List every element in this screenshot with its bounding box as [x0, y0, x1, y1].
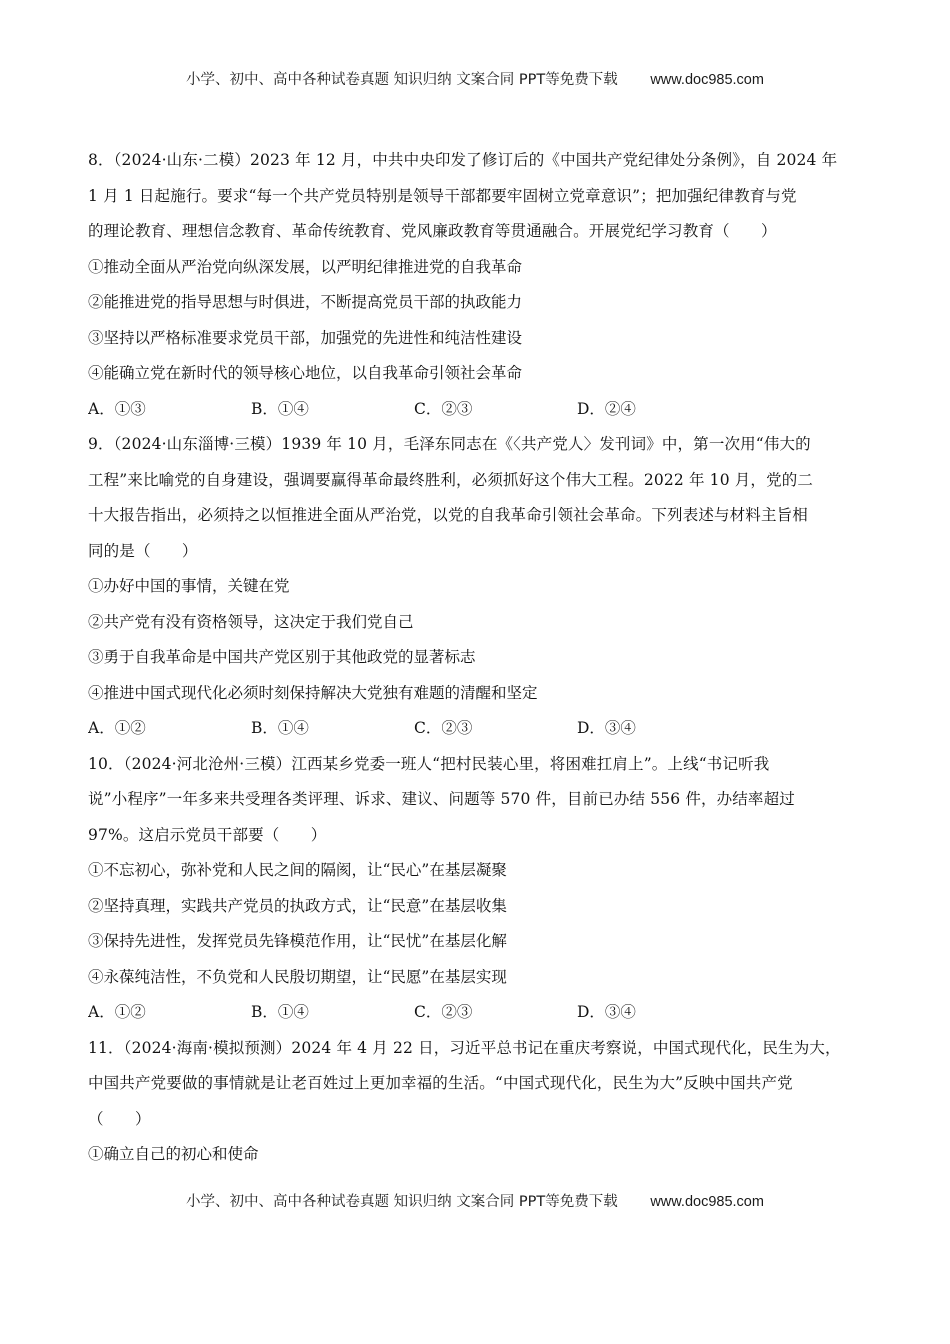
statement-item: ①确立自己的初心和使命: [88, 1145, 259, 1163]
option-c[interactable]: C．②③: [414, 1003, 473, 1021]
footer-site-link[interactable]: www.doc985.com: [650, 1194, 764, 1210]
option-d[interactable]: D．③④: [577, 719, 636, 737]
question-stem-line: 说”小程序”一年多来共受理各类评理、诉求、建议、问题等 570 件，目前已办结 556 件，办结率超过: [88, 790, 795, 808]
question-9: [88, 427, 862, 747]
question-stem-line: 1 月 1 日起施行。要求“每一个共产党员特别是领导干部都要牢固树立党章意识”；把加强纪律教育与党: [88, 186, 797, 205]
header-text: 小学、初中、高中各种试卷真题 知识归纳 文案合同 PPT等免费下载: [186, 72, 618, 88]
statement-item: ③保持先进性，发挥党员先锋模范作用，让“民忧”在基层化解: [88, 932, 507, 950]
question-stem-line: 工程”来比喻党的自身建设，强调要赢得革命最终胜利，必须抓好这个伟大工程。2022 年 10 月，党的二: [88, 470, 814, 489]
statement-item: ①推动全面从严治党向纵深发展，以严明纪律推进党的自我革命: [88, 257, 523, 276]
question-stem-line: 十大报告指出，必须持之以恒推进全面从严治党，以党的自我革命引领社会革命。下列表述与材料主旨相: [88, 506, 808, 524]
question-stem-line: 同的是（ ）: [88, 541, 198, 560]
statement-item: ③勇于自我革命是中国共产党区别于其他政党的显著标志: [88, 648, 476, 666]
header-site-link[interactable]: www.doc985.com: [650, 72, 764, 88]
question-10: [88, 747, 862, 1031]
option-a[interactable]: A．①②: [88, 719, 146, 737]
option-a[interactable]: A．①③: [88, 399, 146, 418]
page-footer: [0, 1190, 950, 1211]
option-b[interactable]: B．①④: [251, 719, 309, 737]
question-stem-line: 的理论教育、理想信念教育、革命传统教育、党风廉政教育等贯通融合。开展党纪学习教育（ ）: [88, 222, 777, 240]
question-stem-line: 9．（2024·山东淄博·三模）1939 年 10 月，毛泽东同志在《〈共产党人〉发刊词》中，第一次用“伟大的: [88, 435, 811, 453]
statement-item: ②共产党有没有资格领导，这决定于我们党自己: [88, 612, 414, 631]
footer-text: 小学、初中、高中各种试卷真题 知识归纳 文案合同 PPT等免费下载: [186, 1194, 618, 1210]
question-list: [88, 143, 862, 1173]
statement-item: ②能推进党的指导思想与时俱进，不断提高党员干部的执政能力: [88, 293, 523, 311]
statement-item: ②坚持真理，实践共产党员的执政方式，让“民意”在基层收集: [88, 896, 507, 915]
question-stem-line: 11．（2024·海南·模拟预测）2024 年 4 月 22 日，习近平总书记在重庆考察说，中国式现代化，民生为大，: [88, 1038, 841, 1057]
option-d[interactable]: D．②④: [577, 399, 636, 418]
question-stem-line: 97%。这启示党员干部要（ ）: [88, 825, 327, 844]
answer-options: [88, 711, 862, 747]
statement-item: ④能确立党在新时代的领导核心地位，以自我革命引领社会革命: [88, 364, 523, 382]
option-c[interactable]: C．②③: [414, 399, 473, 418]
option-b[interactable]: B．①④: [251, 399, 309, 418]
question-stem-line: 中国共产党要做的事情就是让老百姓过上更加幸福的生活。“中国式现代化，民生为大”反映中国共产党: [88, 1074, 793, 1092]
statement-item: ③坚持以严格标准要求党员干部，加强党的先进性和纯洁性建设: [88, 328, 523, 347]
statement-item: ④永葆纯洁性，不负党和人民殷切期望，让“民愿”在基层实现: [88, 967, 507, 986]
statement-item: ①不忘初心，弥补党和人民之间的隔阂，让“民心”在基层凝聚: [88, 861, 507, 879]
option-c[interactable]: C．②③: [414, 719, 473, 737]
question-stem-line: 8．（2024·山东·二模）2023 年 12 月，中共中央印发了修订后的《中国共产党纪律处分条例》，自 2024 年: [88, 151, 838, 169]
statement-item: ①办好中国的事情，关键在党: [88, 577, 290, 595]
option-b[interactable]: B．①④: [251, 1003, 309, 1021]
answer-options: [88, 995, 862, 1031]
question-11: [88, 1031, 862, 1173]
option-a[interactable]: A．①②: [88, 1003, 146, 1021]
question-8: [88, 143, 862, 427]
option-d[interactable]: D．③④: [577, 1003, 636, 1021]
statement-item: ④推进中国式现代化必须时刻保持解决大党独有难题的清醒和坚定: [88, 683, 538, 702]
page-header: [0, 68, 950, 89]
question-stem-line: （ ）: [88, 1109, 151, 1128]
answer-options: [88, 392, 862, 428]
question-stem-line: 10．（2024·河北沧州·三模）江西某乡党委一班人“把村民装心里，将困难扛肩上”。上线“书记听我: [88, 754, 770, 773]
